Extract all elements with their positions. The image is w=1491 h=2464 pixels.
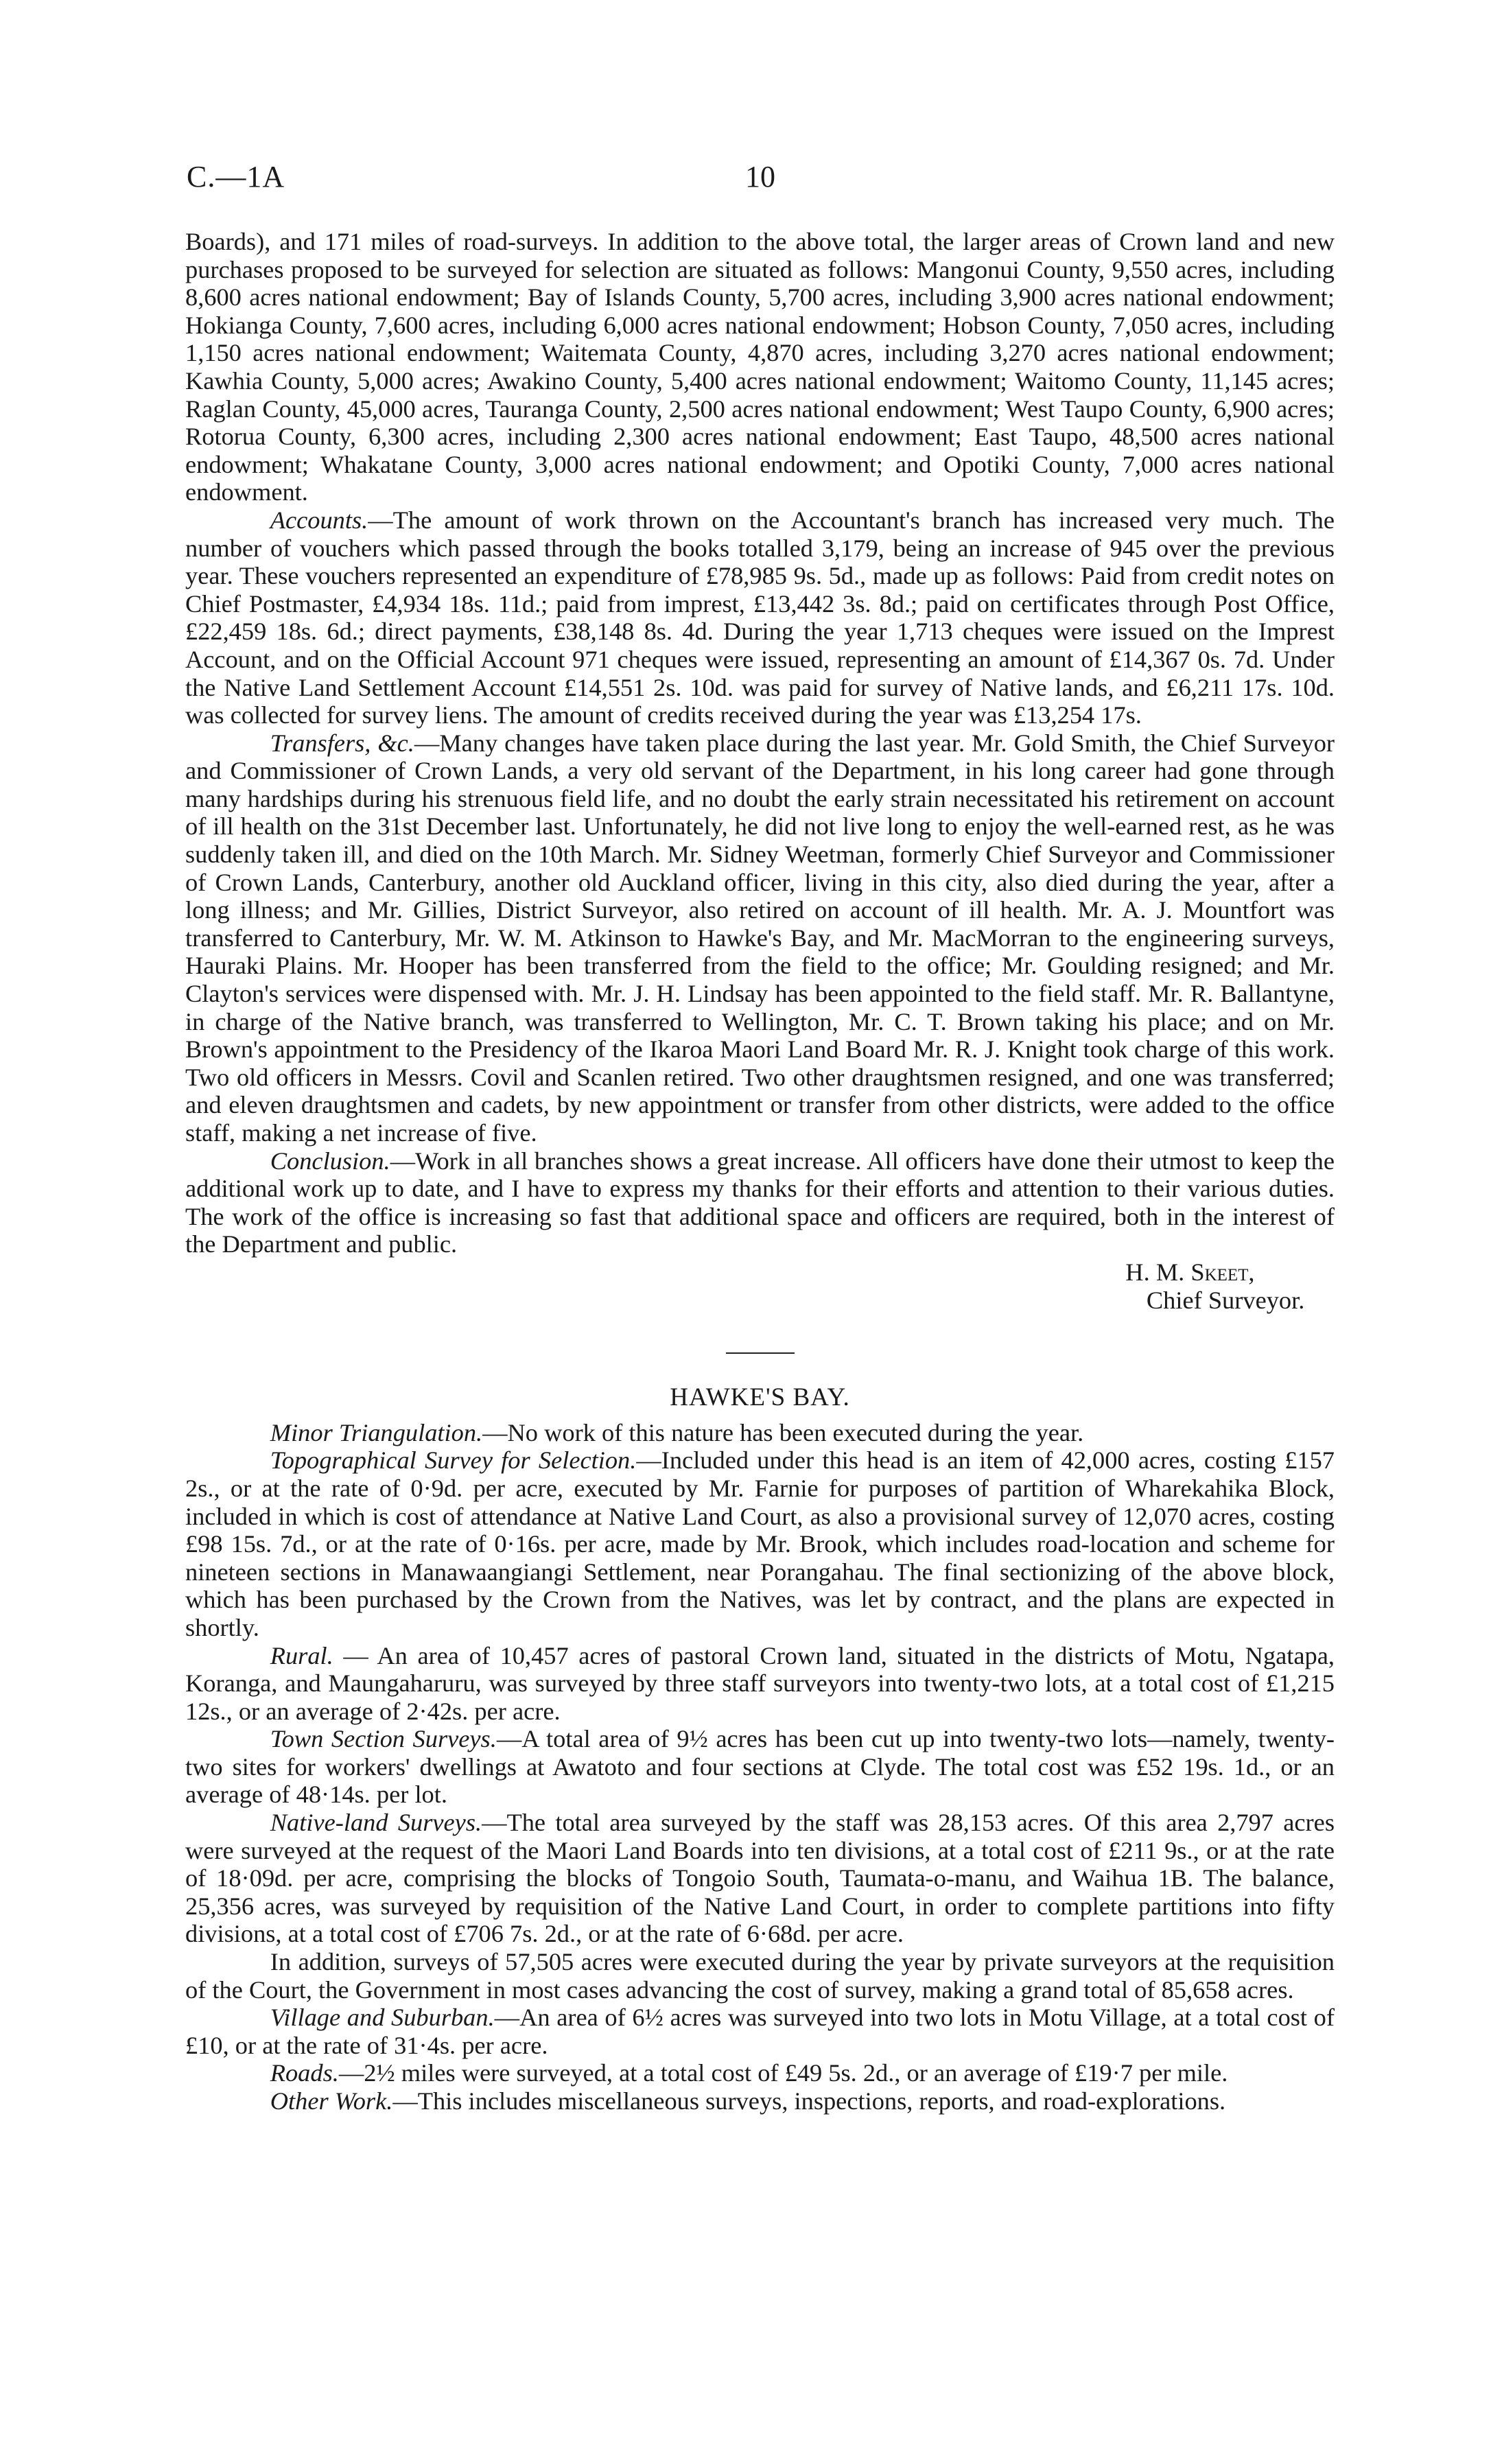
topographical-heading: Topographical Survey for Selection. <box>270 1446 637 1475</box>
transfers-text: —Many changes have taken place during the last year. Mr. Gold Smith, the Chief Surveyor and Commissioner of Crown Lands, a very old servant of the Department, in his long career had gone through many hardships during his strenuous field life, and no doubt the early strain necessitated his retirement on account of ill health on the 31st December last. Unfortunately, he did not live long to enjoy the well-earned rest, as he was suddenly taken ill, and died on the 10th March. Mr. Sidney Weetman, formerly Chief Surveyor and Commissioner of Crown Lands, Canterbury, another old Auckland officer, living in this city, also died during the year, after a long illness; and Mr. Gillies, District Surveyor, also retired on account of ill health. Mr. A. J. Mountfort was transferred to Canterbury, Mr. W. M. Atkinson to Hawke's Bay, and Mr. MacMorran to the engineering surveys, Hauraki Plains. Mr. Hooper has been transferred from the field to the office; Mr. Goulding resigned; and Mr. Clayton's services were dispensed with. Mr. J. H. Lindsay has been appointed to the field staff. Mr. R. Ballantyne, in charge of the Native branch, was transferred to Wellington, Mr. C. T. Brown taking his place; and on Mr. Brown's appointment to the Presidency of the Ikaroa Maori Land Board Mr. R. J. Knight took charge of this work. Two old officers in Messrs. Covil and Scanlen retired. Two other draughtsmen resigned, and one was transferred; and eleven draughtsmen and cadets, by new appointment or transfer from other districts, were added to the office staff, making a net increase of five. <box>185 729 1335 1147</box>
conclusion-heading: Conclusion. <box>270 1147 390 1175</box>
topographical-text: —Included under this head is an item of 42,000 acres, costing £157 2s., or at the rate of 0·9d. per acre, executed by Mr. Farnie for purposes of partition of Wharekahika Block, included in which is cost of attendance at Native Land Court, as also a provisional survey of 12,070 acres, costing £98 15s. 7d., or at the rate of 0·16s. per acre, made by Mr. Brook, which includes road-location and scheme for nineteen sections in Manawaangiangi Settlement, near Porangahau. The final sectionizing of the above block, which has been purchased by the Crown from the Natives, was let by contract, and the plans are expected in shortly. <box>185 1446 1335 1641</box>
document-body <box>185 228 1335 2115</box>
roads-heading: Roads. <box>270 2059 339 2087</box>
rural-text: — An area of 10,457 acres of pastoral Crown land, situated in the districts of Motu, Ngatapa, Koranga, and Maungaharuru, was surveyed by three staff surveyors into twenty-two lots, at a total cost of £1,215 12s., or an average of 2·42s. per acre. <box>185 1641 1335 1725</box>
signature-block <box>185 1258 1335 1314</box>
accounts-heading: Accounts. <box>270 506 368 534</box>
minor-triangulation-text: —No work of this nature has been executed during the year. <box>482 1418 1084 1446</box>
document-code: C.—1A <box>187 160 285 193</box>
roads-paragraph <box>185 2059 1335 2087</box>
other-work-heading: Other Work. <box>270 2087 393 2115</box>
town-section-paragraph <box>185 1725 1335 1809</box>
minor-triangulation-paragraph <box>185 1419 1335 1447</box>
rural-heading: Rural. <box>270 1641 333 1669</box>
topographical-paragraph <box>185 1446 1335 1641</box>
signature-name: H. M. Skeet, <box>1125 1258 1255 1286</box>
other-work-text: —This includes miscellaneous surveys, inspections, reports, and road-explorations. <box>392 2087 1226 2115</box>
conclusion-text: —Work in all branches shows a great increase. All officers have done their utmost to keep the additional work up to date, and I have to express my thanks for their efforts and attention to their various duties. The work of the office is increasing so fast that additional space and officers are required, both in the interest of the Department and public. <box>185 1147 1335 1258</box>
transfers-paragraph <box>185 729 1335 1147</box>
native-land-paragraph <box>185 1809 1335 1948</box>
accounts-paragraph <box>185 506 1335 729</box>
town-section-text: —A total area of 9½ acres has been cut up into twenty-two lots—namely, twenty-two sites for workers' dwellings at Awatoto and four sections at Clyde. The total cost was £52 19s. 1d., or an average of 48·14s. per lot. <box>185 1725 1335 1809</box>
native-land-text: —The total area surveyed by the staff was 28,153 acres. Of this area 2,797 acres were surveyed at the request of the Maori Land Boards into ten divisions, at a total cost of £211 9s., or at the rate of 18·09d. per acre, comprising the blocks of Tongoio South, Taumata-o-manu, and Waihua 1B. The balance, 25,356 acres, was surveyed by requisition of the Native Land Court, in order to complete partitions into fifty divisions, at a total cost of £706 7s. 2d., or at the rate of 6·68d. per acre. <box>185 1809 1335 1948</box>
transfers-heading: Transfers, &c. <box>270 729 414 757</box>
rural-paragraph <box>185 1642 1335 1726</box>
intro-paragraph: Boards), and 171 miles of road-surveys. In addition to the above total, the larger areas of Crown land and new purchases proposed to be surveyed for selection are situated as follows: Mangonui County, 9,550 acres, including 8,600 acres national endowment; Bay of Islands County, 5,700 acres, including 3,900 acres national endowment; Hokianga County, 7,600 acres, including 6,000 acres national endowment; Hobson County, 7,050 acres, including 1,150 acres national endowment; Waitemata County, 4,870 acres, including 3,270 acres national endowment; Kawhia County, 5,000 acres; Awakino County, 5,400 acres national endowment; Waitomo County, 11,145 acres; Raglan County, 45,000 acres, Tauranga County, 2,500 acres national endowment; West Taupo County, 6,900 acres; Rotorua County, 6,300 acres, including 2,300 acres national endowment; East Taupo, 48,500 acres national endowment; Whakatane County, 3,000 acres national endowment; and Opotiki County, 7,000 acres national endowment. <box>185 228 1335 506</box>
conclusion-paragraph <box>185 1147 1335 1258</box>
other-work-paragraph <box>185 2087 1335 2115</box>
native-land-heading: Native-land Surveys. <box>270 1809 482 1837</box>
signature-title: Chief Surveyor. <box>1146 1286 1305 1314</box>
page-number: 10 <box>745 160 775 193</box>
section-divider <box>726 1352 795 1354</box>
additional-surveys-paragraph: In addition, surveys of 57,505 acres were executed during the year by private surveyors at the requisition of the Court, the Government in most cases advancing the cost of survey, making a grand total of 85,658 acres. <box>185 1948 1335 2004</box>
page-header <box>187 159 1334 200</box>
village-text: —An area of 6½ acres was surveyed into two lots in Motu Village, at a total cost of £10, or at the rate of 31·4s. per acre. <box>185 2004 1335 2059</box>
village-paragraph <box>185 2004 1335 2059</box>
village-heading: Village and Suburban. <box>270 2004 495 2032</box>
roads-text: —2½ miles were surveyed, at a total cost of £49 5s. 2d., or an average of £19·7 per mile. <box>338 2059 1228 2087</box>
accounts-text: —The amount of work thrown on the Accountant's branch has increased very much. The number of vouchers which passed through the books totalled 3,179, being an increase of 945 over the previous year. These vouchers represented an expenditure of £78,985 9s. 5d., made up as follows: Paid from credit notes on Chief Postmaster, £4,934 18s. 11d.; paid from imprest, £13,442 3s. 8d.; paid on certificates through Post Office, £22,459 18s. 6d.; direct payments, £38,148 8s. 4d. During the year 1,713 cheques were issued on the Imprest Account, and on the Official Account 971 cheques were issued, representing an amount of £14,367 0s. 7d. Under the Native Land Settlement Account £14,551 2s. 10d. was paid for survey of Native lands, and £6,211 17s. 10d. was collected for survey liens. The amount of credits received during the year was £13,254 17s. <box>185 506 1335 729</box>
minor-triangulation-heading: Minor Triangulation. <box>270 1418 483 1446</box>
town-section-heading: Town Section Surveys. <box>270 1725 497 1753</box>
section-title-hawkes-bay: HAWKE'S BAY. <box>670 1383 850 1412</box>
